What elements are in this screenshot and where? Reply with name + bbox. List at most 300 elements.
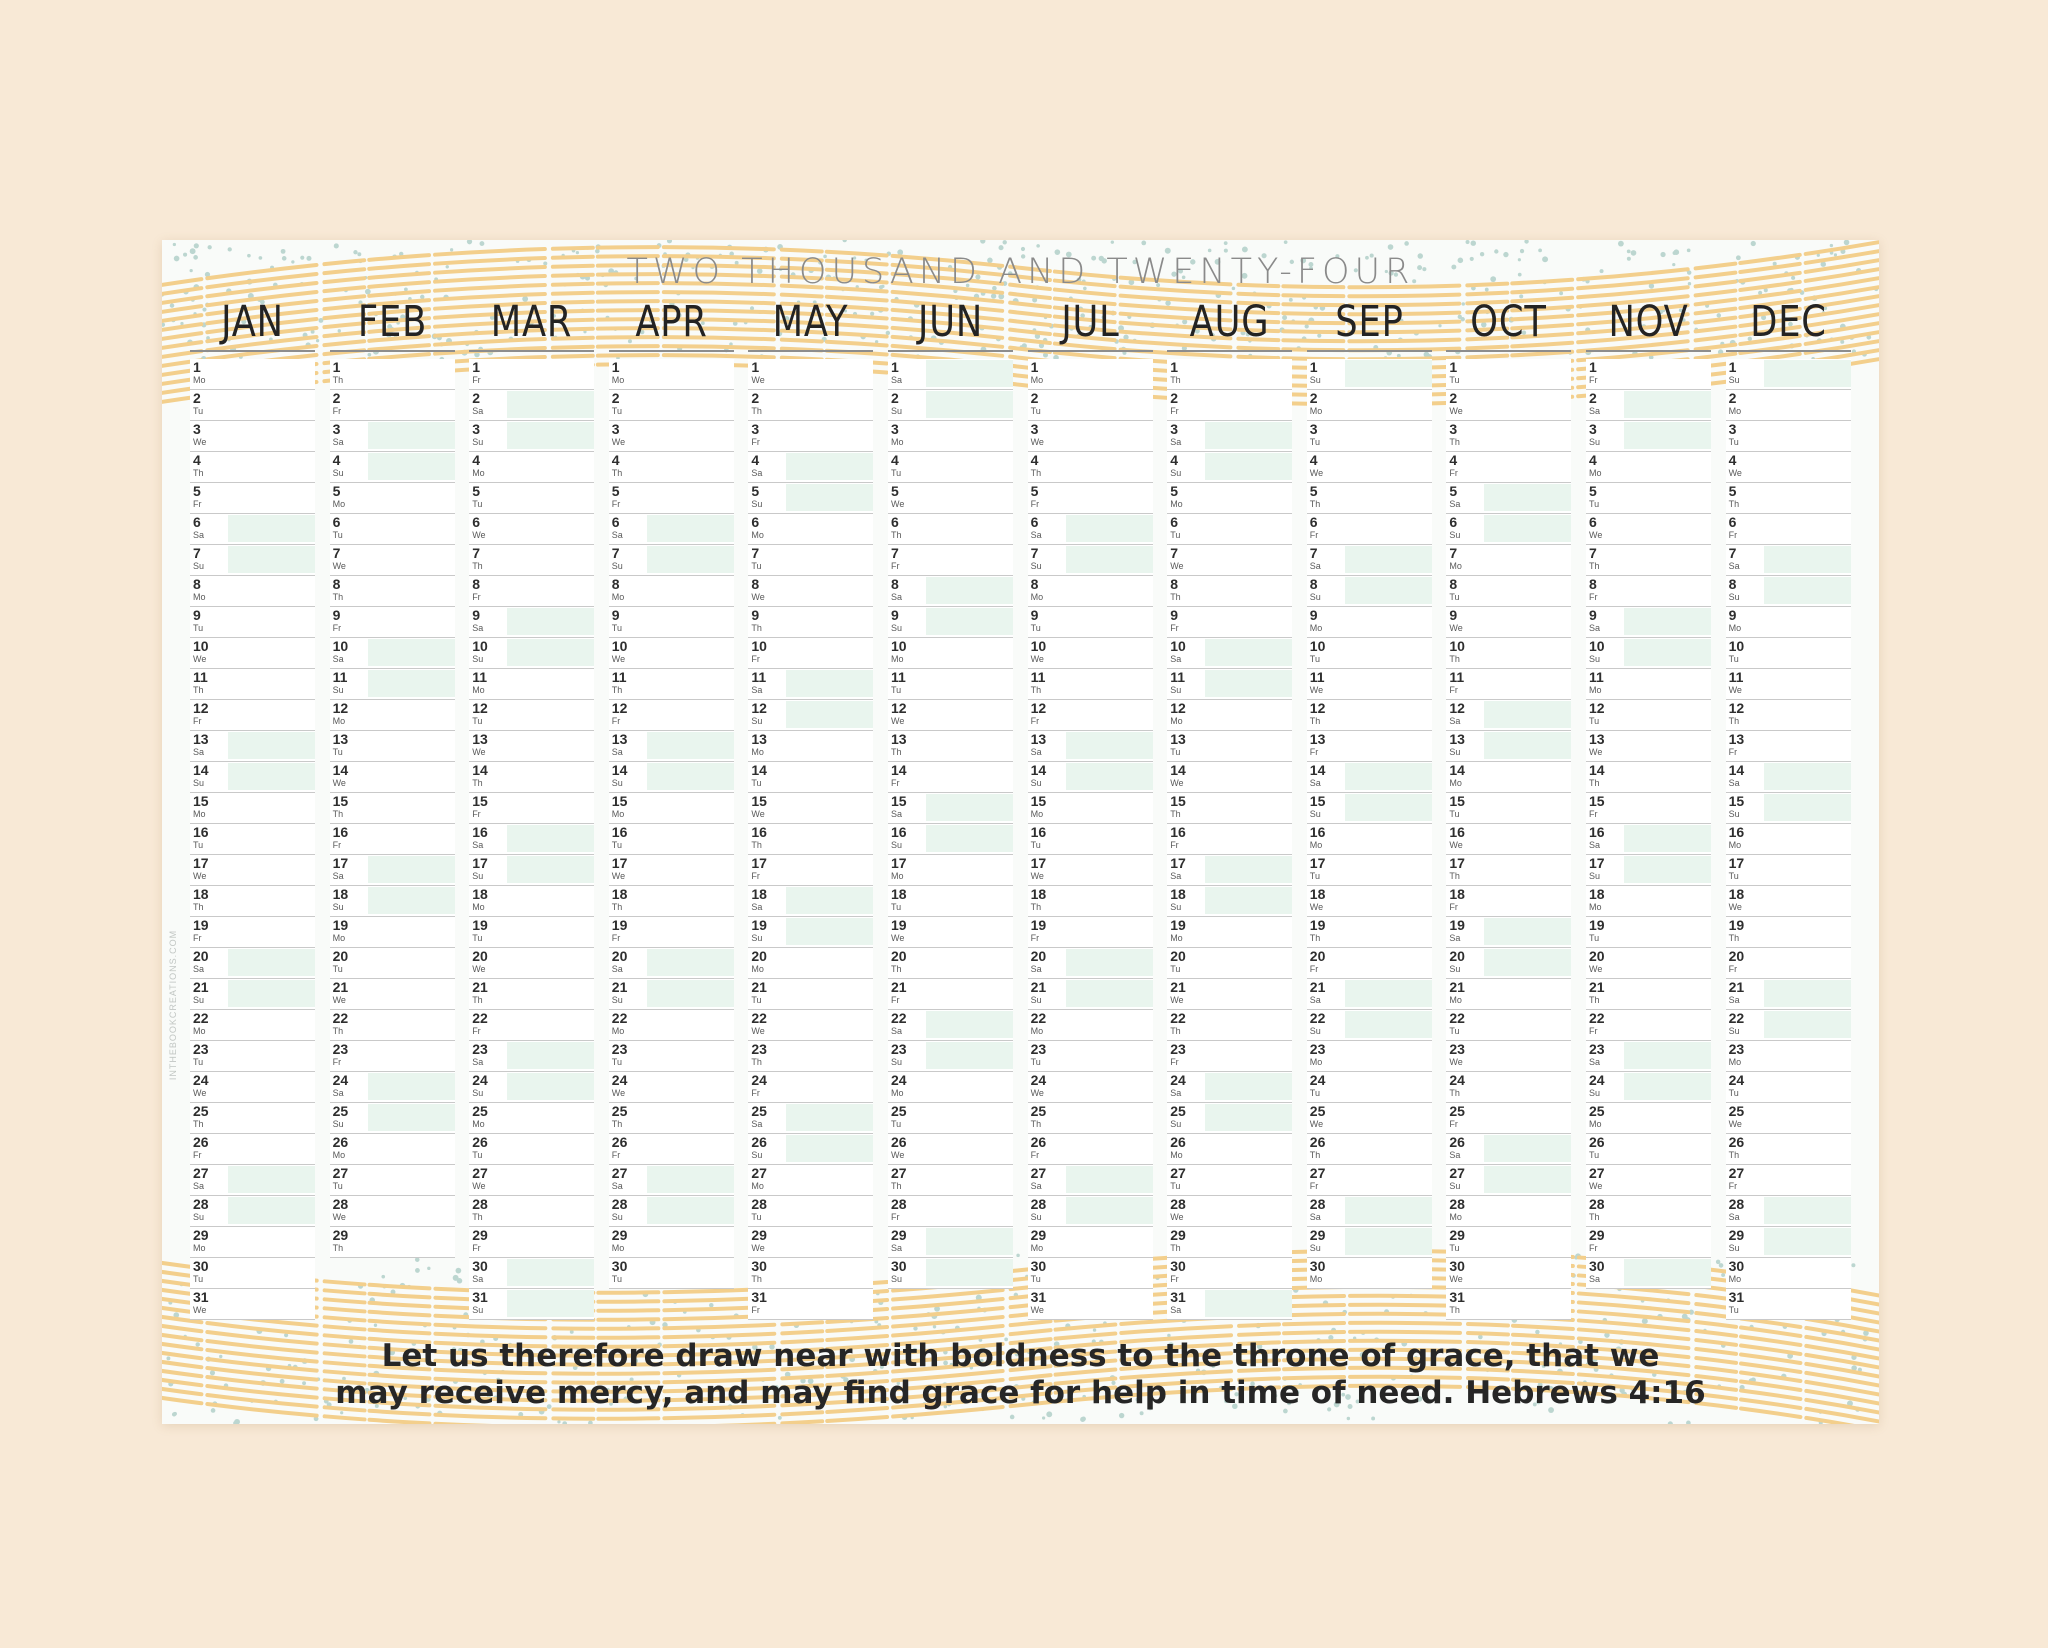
- day-cell[interactable]: [1167, 1072, 1292, 1103]
- day-cell[interactable]: [1446, 576, 1571, 607]
- day-cell[interactable]: [1726, 762, 1851, 793]
- day-cell[interactable]: [1726, 1134, 1851, 1165]
- day-cell[interactable]: [190, 1258, 315, 1289]
- day-cell[interactable]: [888, 638, 1013, 669]
- day-cell[interactable]: [1028, 1196, 1153, 1227]
- day-cell[interactable]: [1307, 700, 1432, 731]
- day-cell[interactable]: [1586, 731, 1711, 762]
- day-cell[interactable]: [1307, 390, 1432, 421]
- day-cell[interactable]: [1167, 1258, 1292, 1289]
- day-cell[interactable]: [190, 390, 315, 421]
- day-cell[interactable]: [1726, 359, 1851, 390]
- day-cell[interactable]: [1167, 514, 1292, 545]
- day-cell[interactable]: [1028, 607, 1153, 638]
- day-cell[interactable]: [748, 545, 873, 576]
- day-cell[interactable]: [1726, 824, 1851, 855]
- day-cell[interactable]: [1028, 545, 1153, 576]
- day-cell[interactable]: [1307, 1072, 1432, 1103]
- day-cell[interactable]: [1446, 1103, 1571, 1134]
- day-cell[interactable]: [1307, 1165, 1432, 1196]
- day-cell[interactable]: [469, 917, 594, 948]
- day-cell[interactable]: [1307, 638, 1432, 669]
- day-cell[interactable]: [609, 390, 734, 421]
- day-cell[interactable]: [1167, 359, 1292, 390]
- day-cell[interactable]: [1586, 1041, 1711, 1072]
- day-cell[interactable]: [1446, 1165, 1571, 1196]
- day-cell[interactable]: [609, 700, 734, 731]
- day-cell[interactable]: [609, 1041, 734, 1072]
- day-cell[interactable]: [1028, 855, 1153, 886]
- day-cell[interactable]: [888, 421, 1013, 452]
- day-cell[interactable]: [190, 917, 315, 948]
- day-cell[interactable]: [1446, 390, 1571, 421]
- day-cell[interactable]: [330, 1134, 455, 1165]
- day-cell[interactable]: [330, 762, 455, 793]
- day-cell[interactable]: [330, 700, 455, 731]
- day-cell[interactable]: [330, 1010, 455, 1041]
- day-cell[interactable]: [330, 979, 455, 1010]
- day-cell[interactable]: [609, 1165, 734, 1196]
- day-cell[interactable]: [609, 1134, 734, 1165]
- day-cell[interactable]: [469, 948, 594, 979]
- day-cell[interactable]: [888, 917, 1013, 948]
- day-cell[interactable]: [1586, 390, 1711, 421]
- day-cell[interactable]: [748, 948, 873, 979]
- day-cell[interactable]: [1028, 1227, 1153, 1258]
- day-cell[interactable]: [748, 638, 873, 669]
- day-cell[interactable]: [1167, 1227, 1292, 1258]
- day-cell[interactable]: [1028, 1165, 1153, 1196]
- day-cell[interactable]: [888, 1196, 1013, 1227]
- day-cell[interactable]: [1586, 452, 1711, 483]
- day-cell[interactable]: [190, 1010, 315, 1041]
- day-cell[interactable]: [1167, 607, 1292, 638]
- day-cell[interactable]: [1028, 514, 1153, 545]
- day-cell[interactable]: [1446, 731, 1571, 762]
- day-cell[interactable]: [1586, 824, 1711, 855]
- day-cell[interactable]: [609, 762, 734, 793]
- day-cell[interactable]: [609, 979, 734, 1010]
- day-cell[interactable]: [748, 1196, 873, 1227]
- day-cell[interactable]: [1167, 576, 1292, 607]
- day-cell[interactable]: [190, 514, 315, 545]
- day-cell[interactable]: [748, 700, 873, 731]
- day-cell[interactable]: [1446, 793, 1571, 824]
- day-cell[interactable]: [1167, 390, 1292, 421]
- day-cell[interactable]: [888, 452, 1013, 483]
- day-cell[interactable]: [1726, 731, 1851, 762]
- day-cell[interactable]: [748, 886, 873, 917]
- day-cell[interactable]: [190, 855, 315, 886]
- day-cell[interactable]: [1446, 669, 1571, 700]
- day-cell[interactable]: [190, 1103, 315, 1134]
- day-cell[interactable]: [190, 483, 315, 514]
- day-cell[interactable]: [748, 979, 873, 1010]
- day-cell[interactable]: [888, 545, 1013, 576]
- day-cell[interactable]: [1726, 1041, 1851, 1072]
- day-cell[interactable]: [1446, 452, 1571, 483]
- day-cell[interactable]: [609, 855, 734, 886]
- day-cell[interactable]: [1726, 1103, 1851, 1134]
- day-cell[interactable]: [330, 886, 455, 917]
- day-cell[interactable]: [748, 1227, 873, 1258]
- day-cell[interactable]: [469, 669, 594, 700]
- day-cell[interactable]: [1586, 545, 1711, 576]
- day-cell[interactable]: [1307, 669, 1432, 700]
- day-cell[interactable]: [1446, 1072, 1571, 1103]
- day-cell[interactable]: [1307, 886, 1432, 917]
- day-cell[interactable]: [1167, 700, 1292, 731]
- day-cell[interactable]: [888, 886, 1013, 917]
- day-cell[interactable]: [609, 1196, 734, 1227]
- day-cell[interactable]: [1028, 917, 1153, 948]
- day-cell[interactable]: [748, 483, 873, 514]
- day-cell[interactable]: [748, 452, 873, 483]
- day-cell[interactable]: [748, 855, 873, 886]
- day-cell[interactable]: [1726, 700, 1851, 731]
- day-cell[interactable]: [609, 886, 734, 917]
- day-cell[interactable]: [330, 607, 455, 638]
- day-cell[interactable]: [748, 917, 873, 948]
- day-cell[interactable]: [469, 1196, 594, 1227]
- day-cell[interactable]: [1167, 545, 1292, 576]
- day-cell[interactable]: [330, 483, 455, 514]
- day-cell[interactable]: [469, 1227, 594, 1258]
- day-cell[interactable]: [1167, 824, 1292, 855]
- day-cell[interactable]: [1586, 1227, 1711, 1258]
- day-cell[interactable]: [330, 793, 455, 824]
- day-cell[interactable]: [748, 390, 873, 421]
- day-cell[interactable]: [888, 359, 1013, 390]
- day-cell[interactable]: [888, 1134, 1013, 1165]
- day-cell[interactable]: [469, 1010, 594, 1041]
- day-cell[interactable]: [1167, 948, 1292, 979]
- day-cell[interactable]: [888, 390, 1013, 421]
- day-cell[interactable]: [1167, 793, 1292, 824]
- day-cell[interactable]: [190, 359, 315, 390]
- day-cell[interactable]: [1446, 1134, 1571, 1165]
- day-cell[interactable]: [1446, 1041, 1571, 1072]
- day-cell[interactable]: [1726, 638, 1851, 669]
- day-cell[interactable]: [1586, 1258, 1711, 1289]
- day-cell[interactable]: [748, 1258, 873, 1289]
- day-cell[interactable]: [469, 576, 594, 607]
- day-cell[interactable]: [888, 1041, 1013, 1072]
- day-cell[interactable]: [1028, 793, 1153, 824]
- day-cell[interactable]: [1586, 700, 1711, 731]
- day-cell[interactable]: [1307, 1010, 1432, 1041]
- day-cell[interactable]: [330, 731, 455, 762]
- day-cell[interactable]: [609, 1227, 734, 1258]
- day-cell[interactable]: [469, 483, 594, 514]
- day-cell[interactable]: [330, 917, 455, 948]
- day-cell[interactable]: [330, 452, 455, 483]
- day-cell[interactable]: [1586, 1010, 1711, 1041]
- day-cell[interactable]: [1307, 1196, 1432, 1227]
- day-cell[interactable]: [1307, 917, 1432, 948]
- day-cell[interactable]: [330, 638, 455, 669]
- day-cell[interactable]: [1167, 1010, 1292, 1041]
- day-cell[interactable]: [1726, 452, 1851, 483]
- day-cell[interactable]: [469, 1134, 594, 1165]
- day-cell[interactable]: [1726, 514, 1851, 545]
- day-cell[interactable]: [1726, 607, 1851, 638]
- day-cell[interactable]: [1307, 1041, 1432, 1072]
- day-cell[interactable]: [190, 979, 315, 1010]
- day-cell[interactable]: [1028, 700, 1153, 731]
- day-cell[interactable]: [469, 1103, 594, 1134]
- day-cell[interactable]: [1586, 669, 1711, 700]
- day-cell[interactable]: [1028, 359, 1153, 390]
- day-cell[interactable]: [1586, 1165, 1711, 1196]
- day-cell[interactable]: [1307, 452, 1432, 483]
- day-cell[interactable]: [1307, 793, 1432, 824]
- day-cell[interactable]: [1307, 731, 1432, 762]
- day-cell[interactable]: [609, 483, 734, 514]
- day-cell[interactable]: [1028, 638, 1153, 669]
- day-cell[interactable]: [1586, 793, 1711, 824]
- day-cell[interactable]: [1167, 1289, 1292, 1320]
- day-cell[interactable]: [1586, 762, 1711, 793]
- day-cell[interactable]: [1028, 1010, 1153, 1041]
- day-cell[interactable]: [469, 762, 594, 793]
- day-cell[interactable]: [609, 545, 734, 576]
- day-cell[interactable]: [1028, 452, 1153, 483]
- day-cell[interactable]: [1586, 576, 1711, 607]
- day-cell[interactable]: [1586, 855, 1711, 886]
- day-cell[interactable]: [190, 762, 315, 793]
- day-cell[interactable]: [190, 731, 315, 762]
- day-cell[interactable]: [1167, 886, 1292, 917]
- day-cell[interactable]: [1167, 979, 1292, 1010]
- day-cell[interactable]: [748, 824, 873, 855]
- day-cell[interactable]: [1726, 421, 1851, 452]
- day-cell[interactable]: [888, 979, 1013, 1010]
- day-cell[interactable]: [1446, 421, 1571, 452]
- day-cell[interactable]: [748, 1041, 873, 1072]
- day-cell[interactable]: [1028, 824, 1153, 855]
- day-cell[interactable]: [1726, 917, 1851, 948]
- day-cell[interactable]: [1446, 545, 1571, 576]
- day-cell[interactable]: [330, 545, 455, 576]
- day-cell[interactable]: [1028, 1289, 1153, 1320]
- day-cell[interactable]: [1726, 886, 1851, 917]
- day-cell[interactable]: [1726, 1165, 1851, 1196]
- day-cell[interactable]: [888, 1103, 1013, 1134]
- day-cell[interactable]: [190, 1165, 315, 1196]
- day-cell[interactable]: [330, 576, 455, 607]
- day-cell[interactable]: [1307, 1134, 1432, 1165]
- day-cell[interactable]: [609, 669, 734, 700]
- day-cell[interactable]: [190, 1227, 315, 1258]
- day-cell[interactable]: [609, 638, 734, 669]
- day-cell[interactable]: [469, 1165, 594, 1196]
- day-cell[interactable]: [1446, 855, 1571, 886]
- day-cell[interactable]: [609, 1010, 734, 1041]
- day-cell[interactable]: [469, 452, 594, 483]
- day-cell[interactable]: [609, 452, 734, 483]
- day-cell[interactable]: [1167, 917, 1292, 948]
- day-cell[interactable]: [888, 762, 1013, 793]
- day-cell[interactable]: [1028, 886, 1153, 917]
- day-cell[interactable]: [1167, 762, 1292, 793]
- day-cell[interactable]: [190, 545, 315, 576]
- day-cell[interactable]: [469, 855, 594, 886]
- day-cell[interactable]: [748, 762, 873, 793]
- day-cell[interactable]: [1446, 1227, 1571, 1258]
- day-cell[interactable]: [888, 1227, 1013, 1258]
- day-cell[interactable]: [1307, 762, 1432, 793]
- day-cell[interactable]: [1446, 638, 1571, 669]
- day-cell[interactable]: [330, 390, 455, 421]
- day-cell[interactable]: [1586, 421, 1711, 452]
- day-cell[interactable]: [748, 514, 873, 545]
- day-cell[interactable]: [609, 824, 734, 855]
- day-cell[interactable]: [1307, 824, 1432, 855]
- day-cell[interactable]: [1307, 979, 1432, 1010]
- day-cell[interactable]: [330, 824, 455, 855]
- day-cell[interactable]: [190, 452, 315, 483]
- day-cell[interactable]: [1028, 762, 1153, 793]
- day-cell[interactable]: [1167, 1103, 1292, 1134]
- day-cell[interactable]: [748, 421, 873, 452]
- day-cell[interactable]: [469, 793, 594, 824]
- day-cell[interactable]: [1586, 1072, 1711, 1103]
- day-cell[interactable]: [748, 1289, 873, 1320]
- day-cell[interactable]: [1446, 917, 1571, 948]
- day-cell[interactable]: [1028, 1258, 1153, 1289]
- day-cell[interactable]: [1446, 824, 1571, 855]
- day-cell[interactable]: [888, 607, 1013, 638]
- day-cell[interactable]: [1726, 1258, 1851, 1289]
- day-cell[interactable]: [190, 948, 315, 979]
- day-cell[interactable]: [748, 607, 873, 638]
- day-cell[interactable]: [1307, 359, 1432, 390]
- day-cell[interactable]: [469, 359, 594, 390]
- day-cell[interactable]: [330, 421, 455, 452]
- day-cell[interactable]: [1726, 1072, 1851, 1103]
- day-cell[interactable]: [1167, 731, 1292, 762]
- day-cell[interactable]: [1726, 1289, 1851, 1320]
- day-cell[interactable]: [1307, 514, 1432, 545]
- day-cell[interactable]: [1028, 483, 1153, 514]
- day-cell[interactable]: [1586, 607, 1711, 638]
- day-cell[interactable]: [469, 731, 594, 762]
- day-cell[interactable]: [1726, 948, 1851, 979]
- day-cell[interactable]: [330, 948, 455, 979]
- day-cell[interactable]: [1586, 1103, 1711, 1134]
- day-cell[interactable]: [748, 1103, 873, 1134]
- day-cell[interactable]: [609, 421, 734, 452]
- day-cell[interactable]: [609, 1103, 734, 1134]
- day-cell[interactable]: [888, 483, 1013, 514]
- day-cell[interactable]: [609, 1072, 734, 1103]
- day-cell[interactable]: [1167, 1134, 1292, 1165]
- day-cell[interactable]: [609, 359, 734, 390]
- day-cell[interactable]: [469, 1041, 594, 1072]
- day-cell[interactable]: [1307, 855, 1432, 886]
- day-cell[interactable]: [1586, 514, 1711, 545]
- day-cell[interactable]: [1726, 855, 1851, 886]
- day-cell[interactable]: [1446, 1258, 1571, 1289]
- day-cell[interactable]: [469, 1258, 594, 1289]
- day-cell[interactable]: [1446, 700, 1571, 731]
- day-cell[interactable]: [1028, 948, 1153, 979]
- day-cell[interactable]: [1586, 483, 1711, 514]
- day-cell[interactable]: [1446, 514, 1571, 545]
- day-cell[interactable]: [1446, 359, 1571, 390]
- day-cell[interactable]: [190, 669, 315, 700]
- day-cell[interactable]: [888, 793, 1013, 824]
- day-cell[interactable]: [190, 421, 315, 452]
- day-cell[interactable]: [1586, 1196, 1711, 1227]
- day-cell[interactable]: [1446, 948, 1571, 979]
- day-cell[interactable]: [469, 421, 594, 452]
- day-cell[interactable]: [1446, 762, 1571, 793]
- day-cell[interactable]: [1726, 669, 1851, 700]
- day-cell[interactable]: [609, 514, 734, 545]
- day-cell[interactable]: [469, 979, 594, 1010]
- day-cell[interactable]: [1167, 483, 1292, 514]
- day-cell[interactable]: [1446, 886, 1571, 917]
- day-cell[interactable]: [469, 1289, 594, 1320]
- day-cell[interactable]: [190, 1041, 315, 1072]
- day-cell[interactable]: [1726, 390, 1851, 421]
- day-cell[interactable]: [609, 1258, 734, 1289]
- day-cell[interactable]: [469, 700, 594, 731]
- day-cell[interactable]: [1167, 1165, 1292, 1196]
- day-cell[interactable]: [888, 1165, 1013, 1196]
- day-cell[interactable]: [330, 514, 455, 545]
- day-cell[interactable]: [330, 855, 455, 886]
- day-cell[interactable]: [888, 576, 1013, 607]
- day-cell[interactable]: [748, 793, 873, 824]
- day-cell[interactable]: [1028, 1103, 1153, 1134]
- day-cell[interactable]: [1167, 855, 1292, 886]
- day-cell[interactable]: [1028, 731, 1153, 762]
- day-cell[interactable]: [190, 1134, 315, 1165]
- day-cell[interactable]: [330, 669, 455, 700]
- day-cell[interactable]: [190, 1289, 315, 1320]
- day-cell[interactable]: [888, 824, 1013, 855]
- day-cell[interactable]: [1167, 1196, 1292, 1227]
- day-cell[interactable]: [1028, 1041, 1153, 1072]
- day-cell[interactable]: [190, 886, 315, 917]
- day-cell[interactable]: [1307, 576, 1432, 607]
- day-cell[interactable]: [190, 638, 315, 669]
- day-cell[interactable]: [1028, 1134, 1153, 1165]
- day-cell[interactable]: [609, 948, 734, 979]
- day-cell[interactable]: [469, 1072, 594, 1103]
- day-cell[interactable]: [1586, 359, 1711, 390]
- day-cell[interactable]: [1307, 545, 1432, 576]
- day-cell[interactable]: [190, 607, 315, 638]
- day-cell[interactable]: [888, 1072, 1013, 1103]
- day-cell[interactable]: [1307, 607, 1432, 638]
- day-cell[interactable]: [330, 1227, 455, 1258]
- day-cell[interactable]: [748, 1165, 873, 1196]
- day-cell[interactable]: [1726, 1227, 1851, 1258]
- day-cell[interactable]: [190, 1196, 315, 1227]
- day-cell[interactable]: [609, 607, 734, 638]
- day-cell[interactable]: [469, 824, 594, 855]
- day-cell[interactable]: [1726, 483, 1851, 514]
- day-cell[interactable]: [1446, 1196, 1571, 1227]
- day-cell[interactable]: [1307, 421, 1432, 452]
- day-cell[interactable]: [1446, 979, 1571, 1010]
- day-cell[interactable]: [1028, 1072, 1153, 1103]
- day-cell[interactable]: [1028, 576, 1153, 607]
